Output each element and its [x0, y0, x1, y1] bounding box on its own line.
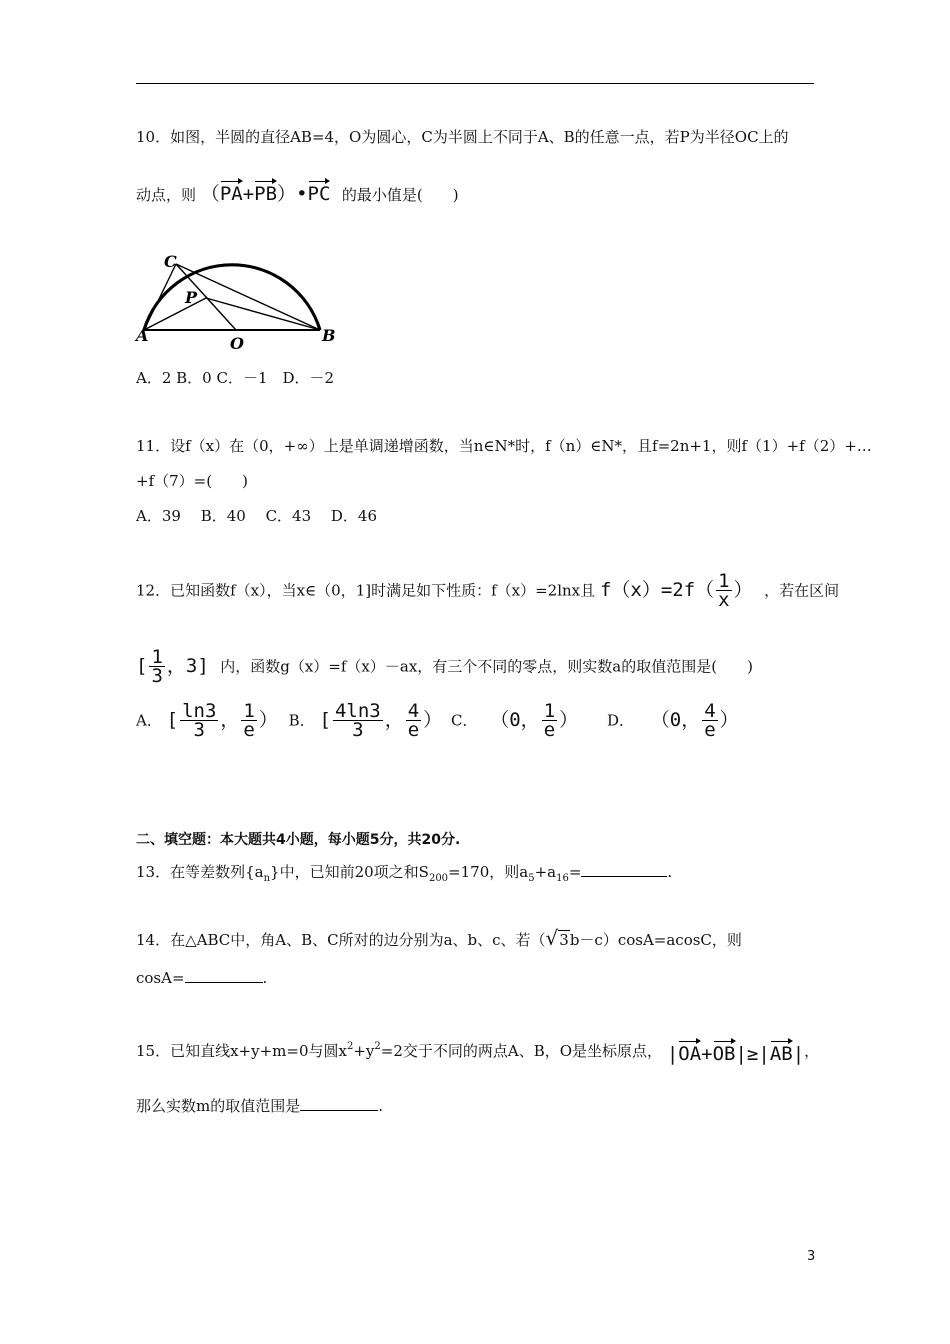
fraction-numerator: 4: [407, 700, 420, 722]
q14-end: .: [262, 969, 268, 987]
fraction: [406, 702, 421, 739]
fraction-denominator: e: [243, 719, 255, 741]
fraction: [542, 702, 557, 739]
superscript: 2: [346, 1041, 354, 1052]
q10-options: A．2 B．0 C．－1 D．－2: [136, 369, 335, 387]
q11-line2: +f（7）=( ): [136, 472, 248, 490]
q12-line1-pre: 12．已知函数f（x），当x∈（0，1]时满足如下性质：f（x）=2lnx且: [136, 581, 596, 600]
interval-fraction: [149, 648, 164, 685]
sqrt-expression: [546, 928, 570, 950]
q12-formula: [599, 570, 764, 611]
ge-sign: |≥|: [735, 1043, 770, 1065]
interval-open: [: [136, 655, 148, 677]
fraction: [180, 702, 218, 739]
subscript: 16: [556, 873, 569, 884]
formula-pre: f（x）=2f（: [599, 579, 715, 601]
q13-mid2: =170，则a: [448, 863, 529, 881]
option-a-label: A．: [136, 711, 162, 730]
bracket: （0，: [490, 709, 540, 731]
q10-line2-pre: 动点，则: [136, 186, 197, 204]
label-b: B: [322, 326, 336, 345]
close-paren: ）: [277, 183, 297, 205]
option-c-value: [490, 700, 579, 741]
q15-mid2: =2交于不同的两点A、B，O是坐标原点，: [380, 1042, 663, 1060]
bracket: ）: [423, 709, 443, 731]
option-c-label: C．: [450, 711, 478, 730]
fraction-numerator: 4: [704, 700, 716, 722]
fraction-denominator: e: [543, 719, 556, 741]
radical-sign: √: [545, 926, 559, 950]
bracket: [: [166, 709, 179, 731]
radicand: 3: [559, 931, 569, 949]
answer-blank[interactable]: [185, 982, 263, 983]
q12-line2: [136, 648, 753, 685]
vector-pa: PA: [220, 178, 243, 204]
interval-post: ，3]: [166, 655, 209, 677]
q13-mid: }中，已知前20项之和S: [270, 863, 429, 881]
vector-pc: PC: [308, 178, 331, 204]
bracket: [: [319, 709, 331, 731]
q12-line1-post: ，若在区间: [764, 581, 840, 600]
answer-blank[interactable]: [581, 876, 667, 877]
formula-fraction: [716, 572, 731, 609]
fraction-numerator: 1: [151, 646, 163, 668]
plus-sign: +: [701, 1043, 713, 1065]
q14-line2: [136, 968, 267, 988]
fraction: [702, 702, 717, 739]
vector-ab: AB: [770, 1038, 793, 1064]
q14-line1: [136, 928, 742, 950]
semicircle-figure: [130, 236, 340, 356]
vector-ob: OB: [713, 1038, 736, 1064]
q13-plus: +a: [534, 863, 557, 881]
q13-pre: 13．在等差数列{a: [136, 863, 264, 881]
dot-operator: •: [296, 183, 308, 205]
fraction-denominator: e: [704, 719, 716, 741]
option-b-value: [319, 700, 443, 741]
q13-eq: =: [568, 863, 582, 881]
fraction-numerator: ln3: [182, 700, 217, 722]
q13-end: .: [667, 863, 673, 881]
fraction: [333, 702, 383, 739]
bracket: ）: [258, 709, 278, 731]
open-paren: （: [200, 183, 220, 205]
comma: ，: [220, 709, 240, 731]
comma: ，: [384, 709, 404, 731]
q12-line1: [136, 572, 839, 609]
q10-line1: 10．如图，半圆的直径AB=4，O为圆心，C为半圆上不同于A、B的任意一点，若P为半径OC上的: [136, 128, 789, 146]
q10-expression: [201, 183, 342, 205]
label-a: A: [136, 326, 149, 345]
q15-line1: [136, 1038, 819, 1064]
fraction-numerator: 1: [243, 700, 255, 722]
bracket: （0，: [650, 709, 701, 731]
bracket: ）: [719, 709, 739, 731]
section2-heading: 二、填空题：本大题共4小题，每小题5分，共20分.: [136, 832, 461, 848]
q10-line2-post: 的最小值是( ): [341, 186, 459, 204]
segment-ac: [144, 264, 176, 330]
option-a-value: [166, 700, 278, 741]
abs-bar: |: [792, 1043, 805, 1065]
vector-oa: OA: [678, 1038, 701, 1064]
plus-sign: +: [242, 183, 255, 205]
fraction-denominator: e: [407, 719, 420, 741]
option-b-label: B．: [288, 711, 315, 730]
superscript: 2: [374, 1041, 381, 1052]
subscript: n: [263, 873, 271, 884]
subscript: 5: [528, 873, 535, 884]
q15-line2-text: 那么实数m的取值范围是: [136, 1097, 301, 1115]
option-d-value: [650, 700, 739, 741]
q11-line1: 11．设f（x）在（0，+∞）上是单调递增函数，当n∈N*时，f（n）∈N*，且f=2n+1，则f（1）+f（2）+…: [136, 437, 872, 455]
fraction: [241, 702, 256, 739]
header-rule: [136, 83, 814, 84]
fraction-denominator: x: [718, 589, 730, 611]
q12-line2-post: 内，函数g（x）=f（x）－ax，有三个不同的零点，则实数a的取值范围是( ): [220, 657, 753, 676]
formula-post: ）: [733, 579, 753, 601]
page-number: 3: [807, 1249, 816, 1264]
q12-interval: [136, 646, 220, 687]
label-c: C: [164, 252, 177, 271]
q14-pre: 14．在△ABC中，角A、B、C所对的边分别为a、b、c、若（: [136, 931, 546, 949]
q15-line2: [136, 1096, 383, 1116]
q15-end1: ，: [804, 1042, 820, 1060]
label-o: O: [230, 334, 244, 353]
subscript: 200: [428, 873, 449, 884]
bracket: ）: [559, 709, 579, 731]
fraction-denominator: 3: [151, 665, 163, 687]
label-p: P: [185, 288, 198, 307]
q10-line2: [136, 178, 459, 205]
fraction-denominator: 3: [193, 719, 205, 741]
q11-options: A．39 B．40 C．43 D．46: [136, 507, 378, 525]
abs-bar: |: [666, 1043, 679, 1065]
fraction-denominator: 3: [352, 719, 364, 741]
q13-line: [136, 862, 672, 882]
answer-blank[interactable]: [300, 1110, 378, 1111]
q15-pre: 15．已知直线x+y+m=0与圆x: [136, 1042, 347, 1060]
q12-options: [136, 702, 739, 739]
q15-vector-inequality: [667, 1043, 804, 1065]
option-d-label: D．: [606, 711, 634, 730]
fraction-numerator: 4ln3: [334, 700, 381, 722]
q14-post: b－c）cosA=acosC，则: [569, 931, 742, 949]
vector-pb: PB: [254, 178, 277, 204]
q15-mid: +y: [353, 1042, 375, 1060]
segment-cb: [176, 264, 320, 330]
q14-line2-text: cosA=: [136, 969, 185, 987]
fraction-numerator: 1: [718, 570, 730, 592]
q15-end2: .: [378, 1097, 384, 1115]
segment-pb: [206, 298, 320, 330]
fraction-numerator: 1: [543, 700, 556, 722]
